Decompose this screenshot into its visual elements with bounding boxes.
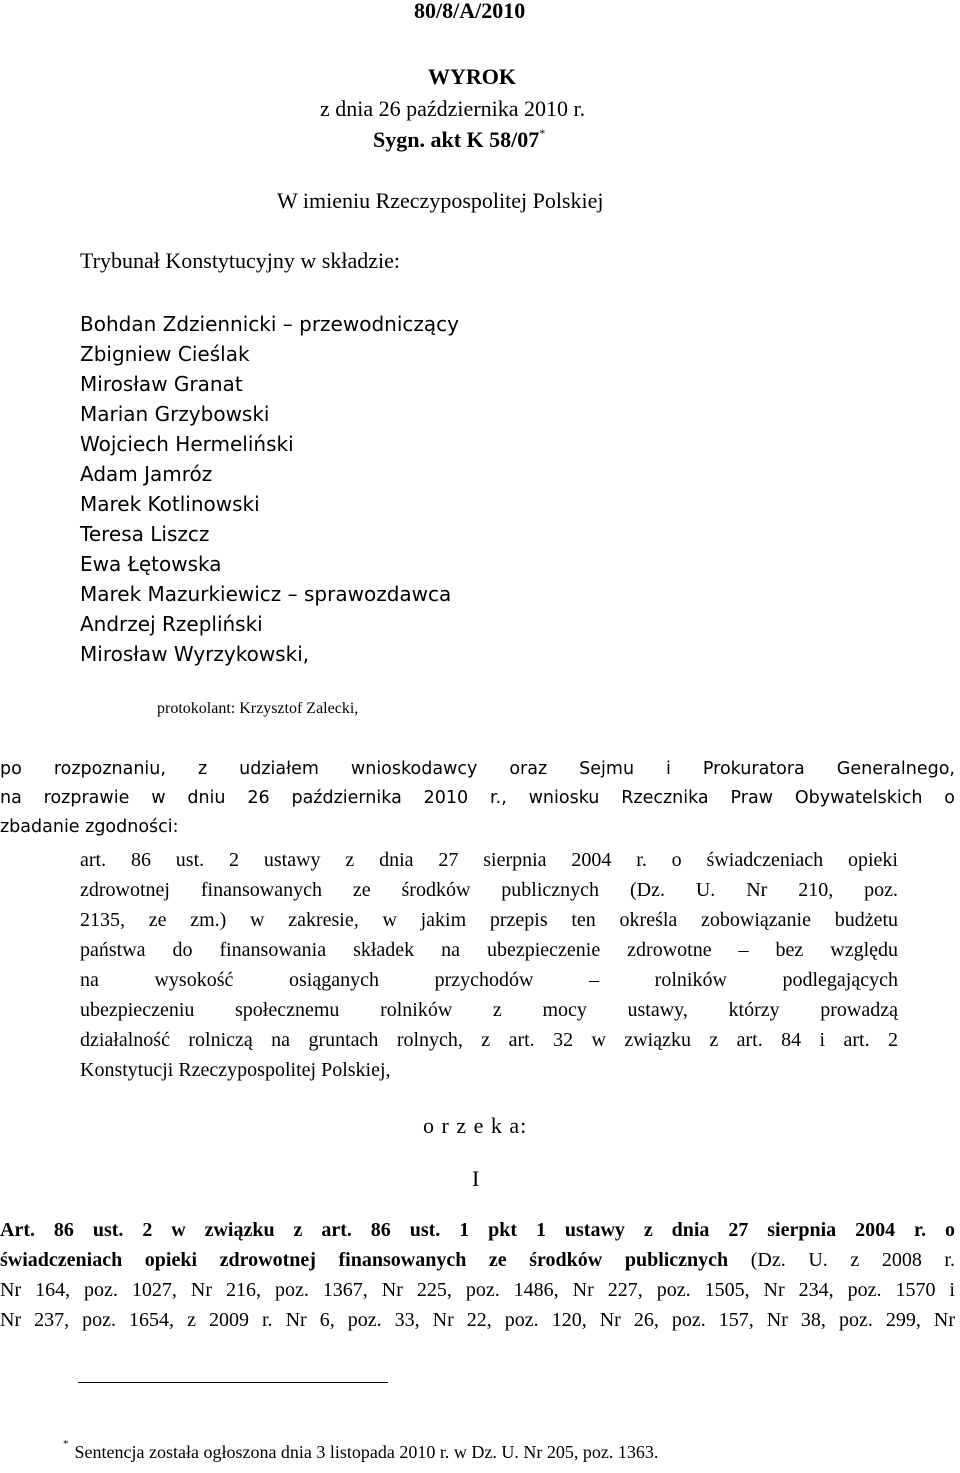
intro-line: na rozprawie w dniu 26 października 2010 r., wniosku Rzecznika Praw Obywatelskich o bbox=[0, 788, 955, 808]
judge-name: Teresa Liszcz bbox=[80, 522, 210, 546]
intro-paragraph bbox=[0, 755, 955, 842]
document-title: WYROK bbox=[428, 64, 516, 89]
footnote-separator bbox=[78, 1382, 388, 1383]
provision-line: na wysokość osiąganych przychodów – rolników podlegających bbox=[80, 969, 898, 991]
ruling-heading: o r z e k a: bbox=[423, 1113, 528, 1138]
ruling-act-title: świadczeniach opieki zdrowotnej finansowanych ze środków publicznych bbox=[0, 1249, 729, 1271]
judge-name: Andrzej Rzepliński bbox=[80, 612, 263, 636]
invocation: W imieniu Rzeczypospolitej Polskiej bbox=[277, 188, 604, 213]
provision-line: państwa do finansowania składek na ubezpieczenie zdrowotne – bez względu bbox=[80, 939, 898, 961]
judge-name: Ewa Łętowska bbox=[80, 552, 222, 576]
court-composition-heading: Trybunał Konstytucyjny w składzie: bbox=[80, 248, 400, 273]
case-signature bbox=[373, 127, 545, 153]
case-signature-text: Sygn. akt K 58/07 bbox=[373, 127, 540, 152]
ruling-line bbox=[0, 1245, 955, 1275]
provision-line: działalność rolniczą na gruntach rolnych, z art. 32 w związku z art. 84 i art. 2 bbox=[80, 1029, 898, 1051]
judgment-date: z dnia 26 października 2010 r. bbox=[320, 96, 586, 121]
judge-name: Adam Jamróz bbox=[80, 462, 213, 486]
judge-name: Marek Mazurkiewicz – sprawozdawca bbox=[80, 582, 452, 606]
contested-provision bbox=[80, 845, 898, 1085]
provision-line: art. 86 ust. 2 ustawy z dnia 27 sierpnia 2004 r. o świadczeniach opieki bbox=[80, 849, 898, 871]
footnote-text: Sentencja została ogłoszona dnia 3 listopada 2010 r. w Dz. U. Nr 205, poz. 1363. bbox=[74, 1442, 659, 1462]
judge-name: Zbigniew Cieślak bbox=[80, 342, 250, 366]
document-number: 80/8/A/2010 bbox=[414, 0, 526, 23]
judge-name: Wojciech Hermeliński bbox=[80, 432, 294, 456]
court-reporter: protokolant: Krzysztof Zalecki, bbox=[157, 700, 359, 717]
ruling-line: Nr 164, poz. 1027, Nr 216, poz. 1367, Nr 225, poz. 1486, Nr 227, poz. 1505, Nr 234, poz. 1570 i bbox=[0, 1279, 955, 1301]
footnote bbox=[63, 1438, 659, 1463]
judge-name: Marek Kotlinowski bbox=[80, 492, 260, 516]
intro-line: zbadanie zgodności: bbox=[0, 817, 179, 837]
judge-name: Mirosław Wyrzykowski, bbox=[80, 642, 310, 666]
section-numeral: I bbox=[472, 1166, 480, 1191]
footnote-mark: * bbox=[63, 1438, 69, 1450]
intro-line: po rozpoznaniu, z udziałem wnioskodawcy oraz Sejmu i Prokuratora Generalnego, bbox=[0, 759, 955, 779]
footnote-marker: * bbox=[539, 125, 546, 140]
provision-line: ubezpieczeniu społecznemu rolników z mocy ustawy, którzy prowadzą bbox=[80, 999, 898, 1021]
ruling-line: Art. 86 ust. 2 w związku z art. 86 ust. 1 pkt 1 ustawy z dnia 27 sierpnia 2004 r. o bbox=[0, 1219, 955, 1241]
ruling-citation: (Dz. U. z 2008 r. bbox=[728, 1249, 955, 1271]
judge-name: Marian Grzybowski bbox=[80, 402, 270, 426]
judge-name: Mirosław Granat bbox=[80, 372, 243, 396]
provision-line: 2135, ze zm.) w zakresie, w jakim przepis ten określa zobowiązanie budżetu bbox=[80, 909, 898, 931]
provision-line: Konstytucji Rzeczypospolitej Polskiej, bbox=[80, 1059, 391, 1081]
ruling-line: Nr 237, poz. 1654, z 2009 r. Nr 6, poz. 33, Nr 22, poz. 120, Nr 26, poz. 157, Nr 38, poz. 299, Nr bbox=[0, 1309, 955, 1331]
ruling-text bbox=[0, 1215, 955, 1335]
provision-line: zdrowotnej finansowanych ze środków publicznych (Dz. U. Nr 210, poz. bbox=[80, 879, 898, 901]
judge-name: Bohdan Zdziennicki – przewodniczący bbox=[80, 312, 459, 336]
judges-list bbox=[80, 309, 459, 669]
